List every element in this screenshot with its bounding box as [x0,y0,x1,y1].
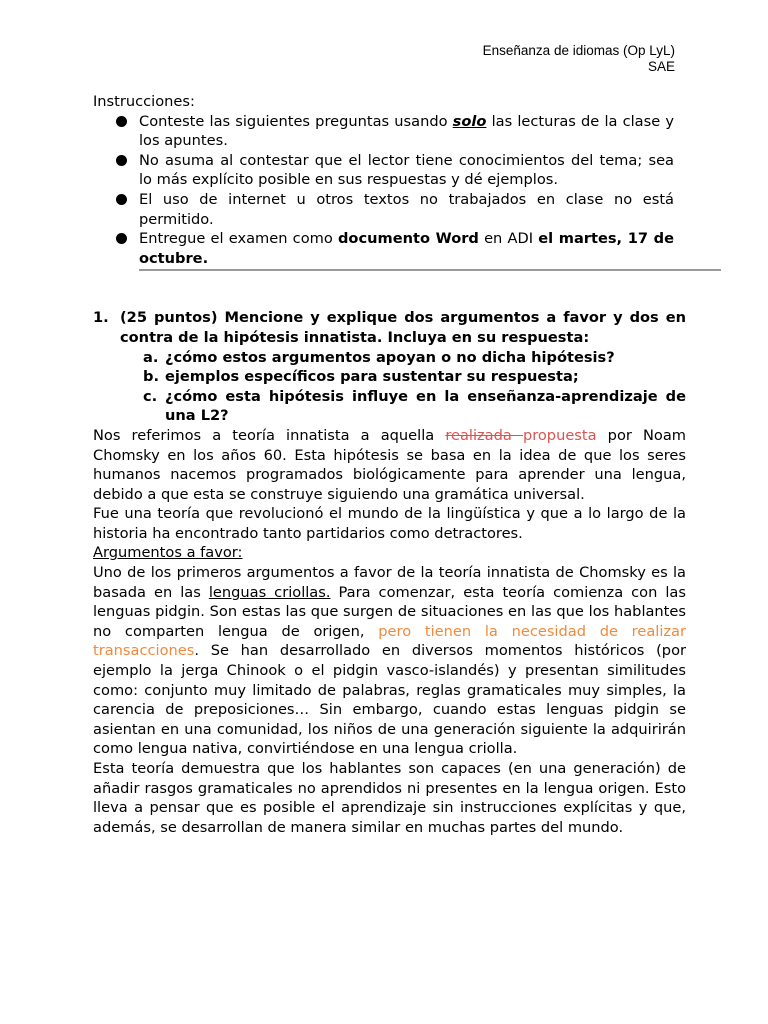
instruction-item: No asuma al contestar que el lector tiene conocimientos del tema; sea lo más explícito posible en sus respuestas y dé ejemplos. [139,151,674,190]
answer-paragraph-4: Esta teoría demuestra que los hablantes son capaces (en una generación) de añadir rasgos gramaticales no aprendidos ni presentes en la lengua origen. Esto lleva a pensar que es posible el aprendizaje sin instrucciones explícitas y que, además, se desarrollan de manera similar en muchas partes del mundo. [93,760,686,836]
answer-paragraph-3: Uno de los primeros argumentos a favor de la teoría innatista de Chomsky es la basada en las lenguas criollas. Para comenzar, esta teoría comienza con las lenguas pidgin. Son estas las que surgen de situaciones en las que los hablantes no comparten lengua de origen, pero tienen la necesidad de realizar transacciones. Se han desarrollado en diversos momentos históricos (por ejemplo la jerga Chinook o el pidgin vasco-islandés) y presentan similitudes como: conjunto muy limitado de palabras, reglas gramaticales muy simples, la carencia de preposiciones… Sin embargo, cuando estas lenguas pidgin se asientan en una comunidad, los niños de una generación siguiente la adquirirán como lengua nativa, convirtiéndose en una lengua criolla. [93,564,686,758]
instructions-block [93,92,686,268]
instruction-item: Entregue el examen como documento Word en ADI el martes, 17 de octubre. [139,229,674,268]
bullet-icon [116,116,127,127]
question-subitem: b. ejemplos específicos para sustentar su respuesta; [143,368,579,386]
header-code: SAE [647,59,675,74]
answer-paragraph-1: Nos referimos a teoría innatista a aquella realizada propuesta por Noam Chomsky en los años 60. Esta hipótesis se basa en la idea de que los seres humanos nacemos programados biológicamente para aprender una lengua, debido a que esta se construye siguiendo una gramática universal. [93,426,686,503]
underlined-term: lenguas criollas. [208,583,331,601]
bullet-icon [116,155,127,166]
highlighted-comment-text: pero tienen la necesidad de realizar transacciones [93,622,686,660]
question-1 [93,308,686,426]
emphasis-solo: solo [452,112,487,130]
instructions-title: Instrucciones: [93,93,195,110]
bullet-icon [116,194,127,205]
answer-paragraph-2: Fue una teoría que revolucionó el mundo de la lingüística y que a lo largo de la historia ha encontrado tanto partidarios como detractores. [93,505,686,542]
bullet-icon [116,233,127,244]
section-heading-favor: Argumentos a favor: [93,544,243,562]
question-subitem: c. ¿cómo esta hipótesis influye en la enseñanza-aprendizaje de una L2? [143,387,686,425]
instruction-item: El uso de internet u otros textos no trabajados en clase no está permitido. [139,190,674,229]
question-text: 1. (25 puntos) Mencione y explique dos argumentos a favor y dos en contra de la hipótesis innatista. Incluya en su respuesta: [93,309,686,346]
header-course: Enseñanza de idiomas (Op LyL) [482,43,675,58]
tracked-insertion: propuesta [522,426,597,444]
instructions-list [93,112,686,269]
question-subitem: a. ¿cómo estos argumentos apoyan o no dicha hipótesis? [143,348,615,366]
horizontal-divider [139,269,721,271]
tracked-deletion: realizada [445,426,523,444]
instruction-item: Conteste las siguientes preguntas usando solo las lecturas de la clase y los apuntes. [139,112,674,151]
page-header [483,43,675,75]
document-body [93,92,686,837]
